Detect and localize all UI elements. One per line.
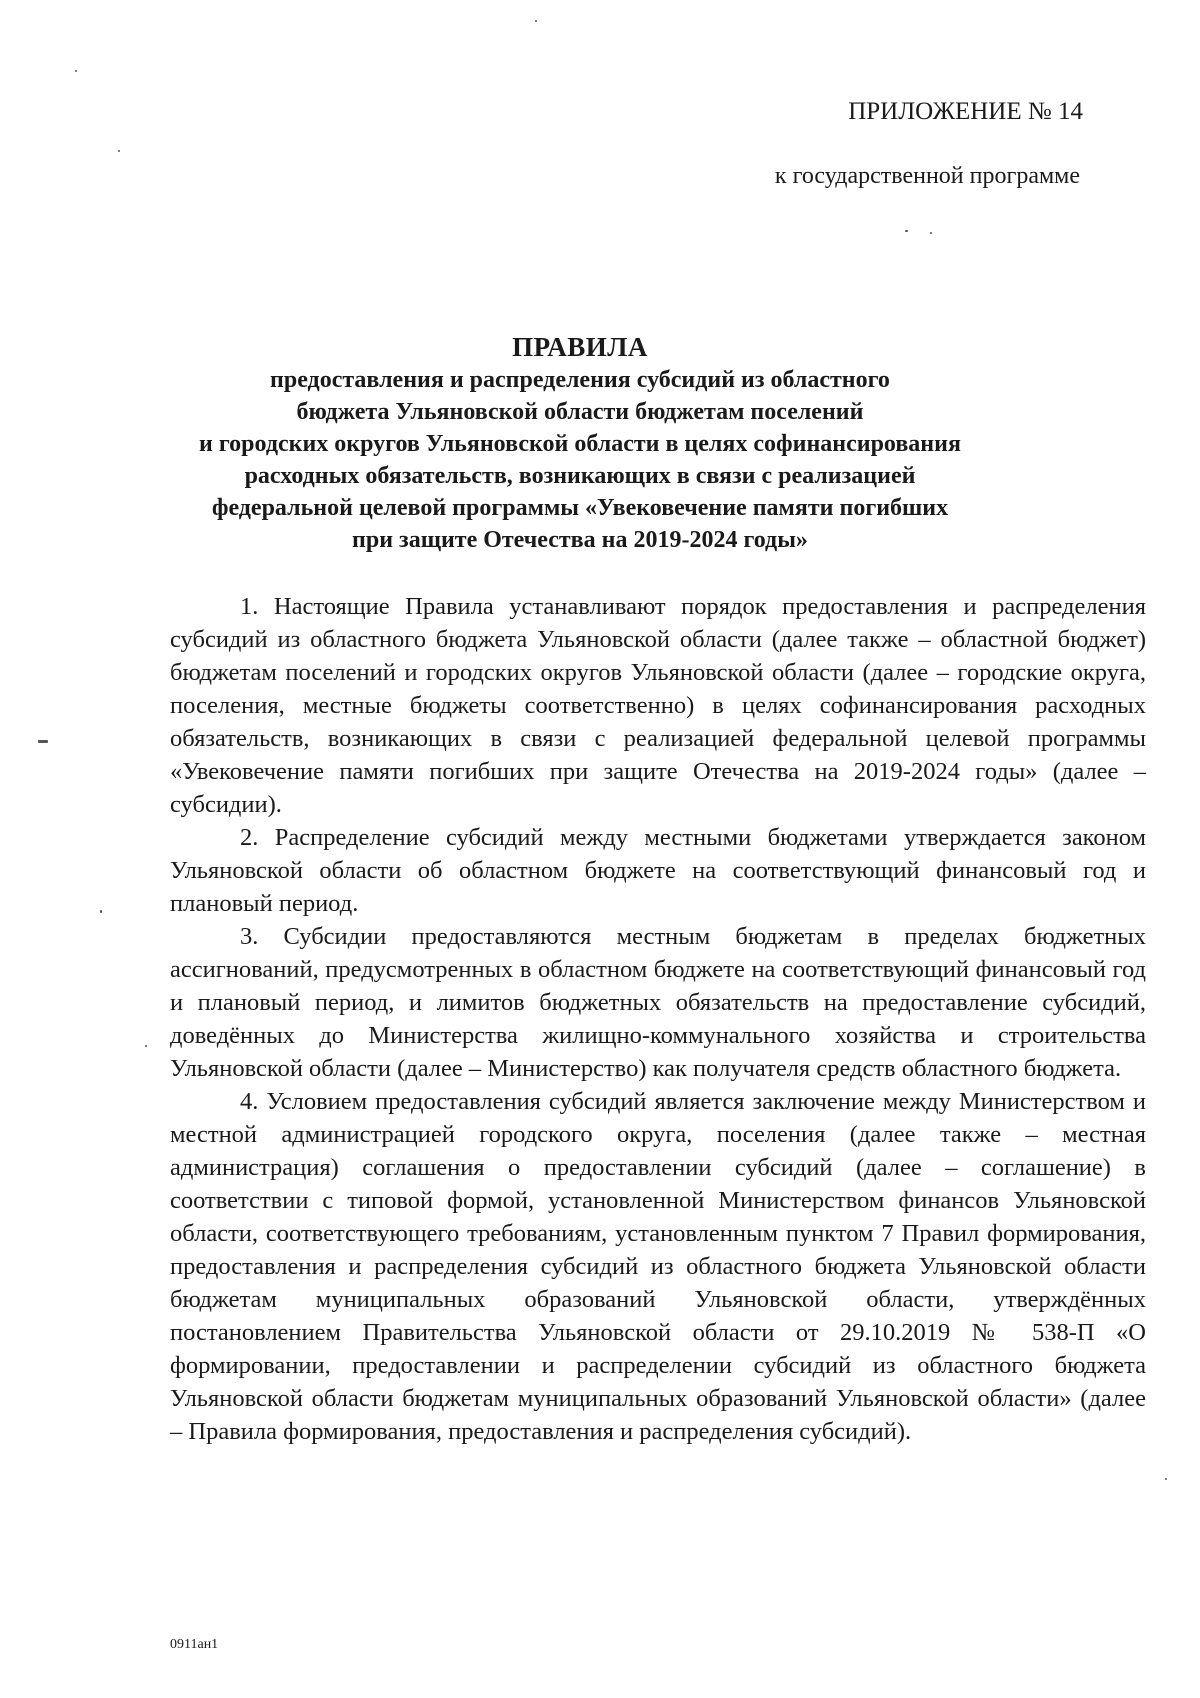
appendix-label: ПРИЛОЖЕНИЕ № 14 [848,98,1083,125]
scan-speck [100,910,102,913]
title-line: при защите Отечества на 2019-2024 годы» [352,527,808,553]
title-line: бюджета Ульяновской области бюджетам поселений [296,399,864,425]
title-main: ПРАВИЛА [512,332,648,362]
program-reference: к государственной программе [774,163,1080,189]
title-line: предоставления и распределения субсидий из областного [270,367,890,393]
scan-speck [118,150,120,152]
paragraph-4: 4. Условием предоставления субсидий является заключение между Министерством и местной администрацией городского округа, поселения (далее также – местная администрация) соглашения о предоставлении субсидий (далее – соглашение) в соответствии с типовой формой, установленной Министерством финансов Ульяновской области, соответствующего требованиям, установленным пунктом 7 Правил формирования, предоставления и распределения субсидий из областного бюджета Ульяновской области бюджетам муниципальных образований Ульяновской области, утверждённых постановлением Правительства Ульяновской области от 29.10.2019 № 538-П «О формировании, предоставлении и распределении субсидий из областного бюджета Ульяновской области бюджетам муниципальных образований Ульяновской области» (далее – Правила формирования, предоставления и распределения субсидий). [170,1088,1146,1445]
title-line: федеральной целевой программы «Увековечение памяти погибших [211,495,949,521]
scan-speck [535,20,537,22]
title-line: расходных обязательств, возникающих в связи с реализацией [244,463,916,489]
document-body [170,590,1146,1448]
paragraph-3: 3. Субсидии предоставляются местным бюджетам в пределах бюджетных ассигнований, предусмотренных в областном бюджете на соответствующий финансовый год и плановый период, и лимитов бюджетных обязательств на предоставление субсидий, доведённых до Министерства жилищно-коммунального хозяйства и строительства Ульяновской области (далее – Министерство) как получателя средств областного бюджета. [170,923,1146,1082]
scan-speck [930,232,932,234]
paragraph-2: 2. Распределение субсидий между местными бюджетами утверждается законом Ульяновской области об областном бюджете на соответствующий финансовый год и плановый период. [170,824,1146,917]
scan-speck [905,230,908,232]
scan-speck [75,70,77,72]
scan-speck [145,1045,147,1047]
title-line: и городских округов Ульяновской области в целях софинансирования [199,431,961,457]
document-title [150,330,1010,556]
scan-speck [1165,1478,1167,1480]
scan-speck [38,740,48,743]
document-code: 0911ан1 [170,1637,219,1652]
paragraph-1: 1. Настоящие Правила устанавливают порядок предоставления и распределения субсидий из областного бюджета Ульяновской области (далее также – областной бюджет) бюджетам поселений и городских округов Ульяновской области (далее – городские округа, поселения, местные бюджеты соответственно) в целях софинансирования расходных обязательств, возникающих в связи с реализацией федеральной целевой программы «Увековечение памяти погибших при защите Отечества на 2019-2024 годы» (далее – субсидии). [170,593,1146,818]
